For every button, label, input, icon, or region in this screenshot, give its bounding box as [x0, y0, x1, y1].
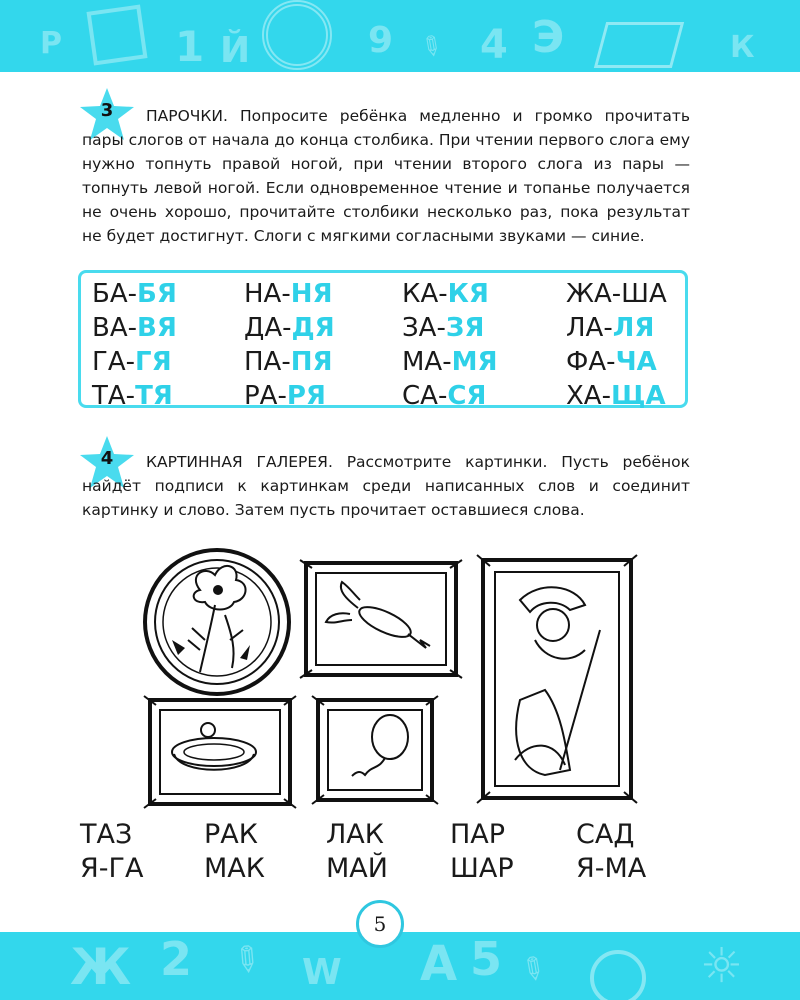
soft-syllable: ЗЯ	[445, 313, 485, 343]
syllable-pair	[566, 278, 667, 310]
word-label: Я-ГА	[80, 853, 144, 884]
word-label: САД	[576, 819, 635, 850]
exercise-3-instructions: ПАРОЧКИ. Попросите ребёнка медленно и громко прочитать пары слогов от начала до конца столбика. При чтении первого слога ему нужно топнуть правой ногой, при чтении второго слога из пары — топнуть левой ногой. Если одновременное чтение и топанье получается не очень хорошо, прочитайте столбики несколько раз, пока результат не будет достигнут. Слоги с мягкими согласными звуками — синие.	[82, 107, 690, 245]
soft-syllable: РЯ	[286, 381, 326, 411]
crayfish-picture	[300, 560, 462, 678]
hard-syllable: КА-	[402, 279, 448, 309]
circle-decoration	[590, 950, 646, 1000]
word-label: МАК	[204, 853, 265, 884]
soft-syllable: ЧА	[615, 347, 657, 377]
word-label: Я-МА	[576, 853, 647, 884]
top-decorative-band	[0, 0, 800, 72]
soft-syllable: ВЯ	[137, 313, 177, 343]
syllable-pair	[244, 312, 335, 344]
hard-syllable: ВА-	[92, 313, 138, 343]
word-label: ПАР	[450, 819, 506, 850]
syllable-pair	[402, 278, 489, 310]
pencil-decoration: ✎	[512, 947, 553, 992]
hard-syllable: ДА-	[244, 313, 292, 343]
soft-syllable: ТЯ	[135, 381, 173, 411]
balloon-picture	[312, 696, 438, 804]
page-number: 5	[356, 900, 404, 948]
hard-syllable: СА-	[402, 381, 448, 411]
syllable-pair	[92, 380, 173, 412]
soft-syllable: ЩА	[610, 381, 666, 411]
soft-syllable: ГЯ	[135, 347, 172, 377]
witch-picture	[477, 555, 637, 803]
word-label: ШАР	[450, 853, 514, 884]
letter-decoration: W	[302, 952, 342, 993]
hard-syllable: ФА-	[566, 347, 616, 377]
hard-syllable: БА-	[92, 279, 138, 309]
hard-syllable: НА-	[244, 279, 291, 309]
word-label: МАЙ	[326, 853, 388, 884]
soft-syllable: МЯ	[451, 347, 498, 377]
syllable-pair	[566, 346, 657, 378]
digit-decoration: 4	[480, 22, 508, 68]
syllable-pair	[402, 380, 486, 412]
syllable-pair	[566, 312, 654, 344]
letter-decoration: Р	[40, 26, 62, 61]
word-label: РАК	[204, 819, 258, 850]
digit-decoration: 5	[470, 932, 503, 986]
square-decoration	[87, 5, 148, 66]
hard-syllable: ПА-	[244, 347, 291, 377]
sun-decoration: ☼	[700, 938, 744, 994]
soft-syllable: ПЯ	[290, 347, 333, 377]
pencil-decoration: ✎	[222, 935, 271, 985]
pencil-decoration: ✎	[413, 28, 449, 66]
word-label: ТАЗ	[80, 819, 133, 850]
syllable-pair	[92, 346, 172, 378]
digit-decoration: 9	[368, 20, 394, 61]
syllable-pair	[402, 312, 484, 344]
soft-syllable: ЛЯ	[612, 313, 655, 343]
hard-syllable: РА-	[244, 381, 287, 411]
word-label: ЛАК	[326, 819, 384, 850]
hard-syllable: ЛА-	[566, 313, 613, 343]
digit-decoration: 2	[160, 932, 193, 986]
soft-syllable: НЯ	[290, 279, 333, 309]
circle-decoration	[262, 0, 332, 70]
letter-decoration: К	[730, 30, 755, 65]
syllable-pair	[244, 380, 326, 412]
hard-syllable: ЖА-ША	[566, 279, 667, 309]
syllable-pair	[244, 278, 333, 310]
exercise-number: 3	[100, 100, 114, 121]
book-decoration	[594, 22, 684, 68]
hard-syllable: ХА-	[566, 381, 611, 411]
bowl-picture	[144, 696, 296, 808]
digit-decoration: 1	[175, 22, 205, 71]
exercise-number: 4	[100, 448, 114, 469]
syllable-pair	[566, 380, 666, 412]
hard-syllable: ГА-	[92, 347, 136, 377]
syllable-pair	[244, 346, 333, 378]
hard-syllable: МА-	[402, 347, 452, 377]
soft-syllable: БЯ	[137, 279, 177, 309]
bottom-decorative-band	[0, 932, 800, 1000]
letter-decoration: А	[420, 936, 458, 992]
syllable-pair	[92, 278, 177, 310]
soft-syllable: ДЯ	[291, 313, 335, 343]
soft-syllable: КЯ	[447, 279, 489, 309]
exercise-4-instructions: КАРТИННАЯ ГАЛЕРЕЯ. Рассмотрите картинки. Пусть ребёнок найдёт подписи к картинкам среди написанных слов и соединит картинку и слово. Затем пусть прочитает оставшиеся слова.	[82, 453, 690, 519]
letter-decoration: Й	[220, 30, 251, 71]
syllable-pair	[92, 312, 177, 344]
letter-decoration: Э	[532, 12, 565, 63]
hard-syllable: ТА-	[92, 381, 136, 411]
soft-syllable: СЯ	[447, 381, 487, 411]
poppy-picture	[145, 550, 289, 694]
letter-decoration: Ж	[70, 938, 132, 996]
hard-syllable: ЗА-	[402, 313, 446, 343]
syllable-pair	[402, 346, 498, 378]
